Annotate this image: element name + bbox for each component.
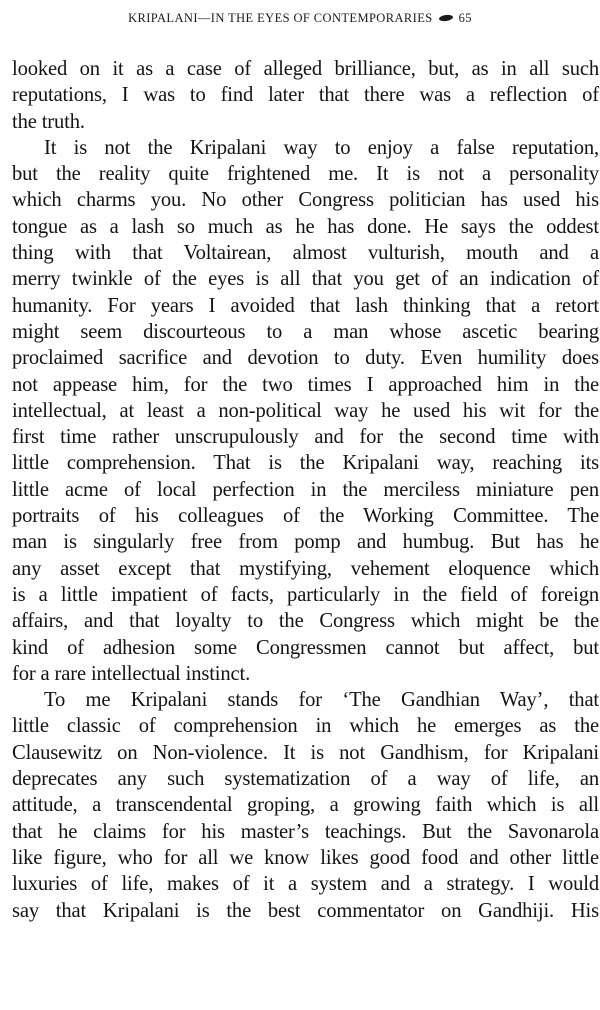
text-line: not appease him, for the two times I approached him in the — [12, 373, 599, 396]
text-line: little classic of comprehension in which he emerges as the — [12, 715, 599, 738]
text-line: little acme of local perfection in the merciless miniature pen — [12, 478, 599, 501]
page-number: 65 — [458, 11, 472, 25]
text-line: for a rare intellectual instinct. — [12, 662, 251, 685]
text-line: but the reality quite frightened me. It is not a personality — [12, 163, 599, 186]
text-line: deprecates any such systematization of a way of life, an — [12, 768, 599, 791]
paragraph — [12, 687, 599, 924]
text-line: intellectual, at least a non-political way he used his wit for the — [12, 399, 599, 422]
text-line: proclaimed sacrifice and devotion to duty. Even humility does — [12, 347, 599, 370]
text-line: little comprehension. That is the Kripalani way, reaching its — [12, 452, 599, 475]
text-line: might seem discourteous to a man whose ascetic bearing — [12, 320, 599, 343]
text-line: which charms you. No other Congress politician has used his — [12, 189, 599, 212]
text-line: any asset except that mystifying, vehement eloquence which — [12, 557, 599, 580]
text-line: attitude, a transcendental groping, a growing faith which is all — [12, 794, 599, 817]
text-line: humanity. For years I avoided that lash thinking that a retort — [12, 294, 599, 317]
ornament-icon — [438, 14, 453, 22]
text-line: thing with that Voltairean, almost vulturish, mouth and a — [12, 242, 599, 265]
text-line: first time rather unscrupulously and for the second time with — [12, 426, 599, 449]
text-line: like figure, who for all we know likes good food and other little — [12, 846, 599, 869]
running-title: KRIPALANI—IN THE EYES OF CONTEMPORARIES — [128, 11, 433, 25]
text-line: say that Kripalani is the best commentator on Gandhiji. His — [12, 899, 599, 922]
paragraph — [12, 56, 599, 135]
text-line: merry twinkle of the eyes is all that you get of an indication of — [12, 268, 599, 291]
text-line: affairs, and that loyalty to the Congress which might be the — [12, 610, 599, 633]
paragraph — [12, 135, 599, 687]
text-line: man is singularly free from pomp and humbug. But has he — [12, 531, 599, 554]
running-header — [0, 11, 600, 26]
text-line: is a little impatient of facts, particularly in the field of foreign — [12, 583, 599, 606]
text-line: tongue as a lash so much as he has done. He says the oddest — [12, 215, 599, 238]
text-line: portraits of his colleagues of the Working Committee. The — [12, 505, 599, 528]
text-line: Clausewitz on Non-violence. It is not Gandhism, for Kripalani — [12, 741, 599, 764]
text-line: It is not the Kripalani way to enjoy a false reputation, — [44, 136, 599, 159]
text-line: kind of adhesion some Congressmen cannot but affect, but — [12, 636, 599, 659]
text-line: To me Kripalani stands for ‘The Gandhian Way’, that — [44, 689, 599, 712]
text-line: looked on it as a case of alleged brilliance, but, as in all such — [12, 58, 599, 80]
text-line: that he claims for his master’s teachings. But the Savonarola — [12, 820, 599, 843]
text-line: reputations, I was to find later that there was a reflection of — [12, 84, 599, 107]
body-text — [12, 56, 599, 924]
text-line: luxuries of life, makes of it a system and a strategy. I would — [12, 873, 599, 896]
text-line: the truth. — [12, 110, 85, 133]
